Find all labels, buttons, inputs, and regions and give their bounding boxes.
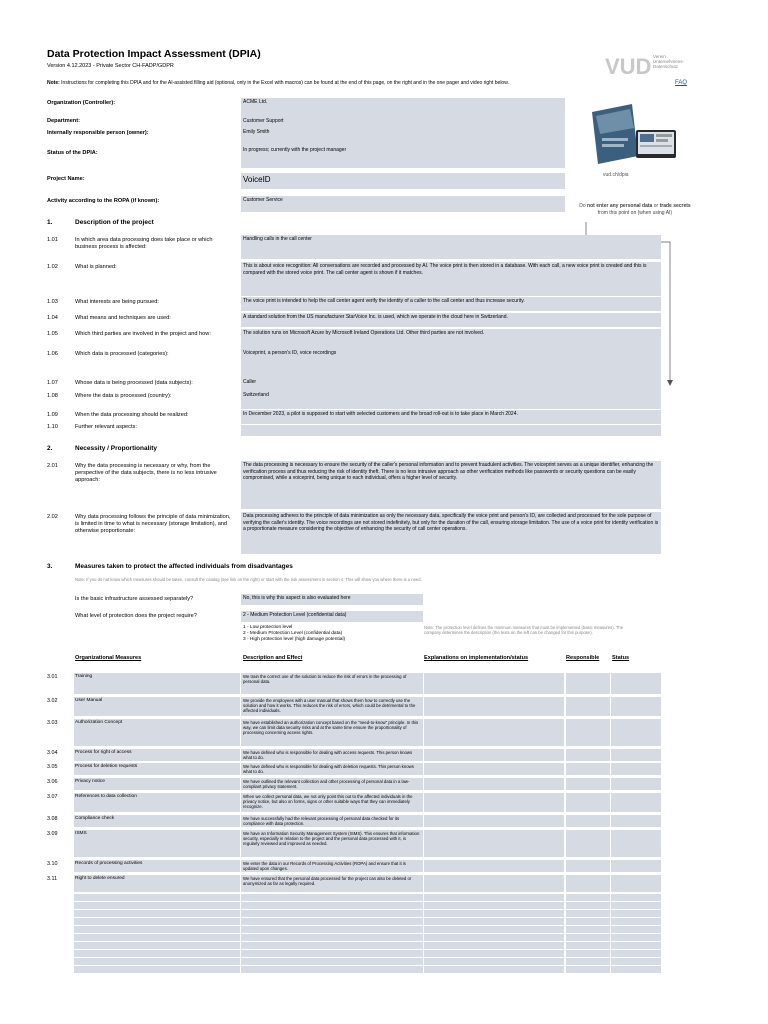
empty-measure-cell[interactable] [241,950,423,957]
measure-name: Authorization Concept [75,720,123,725]
level-option-3: 3 - High protection level (high damage potential) [243,637,346,642]
measure-responsible-cell[interactable] [566,875,610,892]
measure-name: ISMS [75,831,87,836]
q-1-05-num: 1.05 [47,331,58,337]
empty-measure-cell[interactable] [241,934,423,941]
owner-field[interactable]: Emily Smith [241,128,565,146]
measure-number: 3.02 [47,698,58,704]
q-1-06-text: Which data is processed (categories): [75,351,169,357]
measure-desc-cell[interactable]: We have outlined the relevant collection and other processing of personal data in a law-compliant privacy statement. [241,778,423,790]
measure-responsible-cell[interactable] [566,719,610,746]
project-name-label: Project Name: [47,176,85,182]
col-organizational-measures: Organizational Measures [75,655,142,661]
onepager-video-thumbnail[interactable] [586,98,678,168]
answer-1-05[interactable]: The solution runs on Microsoft Azure by Microsoft Ireland Operations Ltd. Other third parties are not involved. [241,329,661,349]
empty-measure-cell[interactable] [424,894,564,901]
empty-measure-cell[interactable] [424,926,564,933]
col-description-effect: Description and Effect [243,655,303,661]
answer-1-02[interactable]: This is about voice recognition: All conversations are recorded and processed by AI. The voice print is then stored in a database. With each call, a new voice print is created and this is compared with the stored voice print. The call center agent is shown if it matches. [241,262,661,296]
section-1-number: 1. [47,219,53,226]
section-3-number: 3. [47,563,53,570]
empty-measure-cell[interactable] [241,942,423,949]
measure-number: 3.04 [47,750,58,756]
measure-explanation-cell[interactable] [424,763,564,775]
q-1-03-text: What interests are being pursued: [75,299,159,305]
q-1-02-num: 1.02 [47,264,58,270]
measure-desc-cell[interactable]: We enter the data in our Records of Processing Activities (ROPA) and ensure that it is updated upon changes. [241,860,423,872]
empty-measure-cell[interactable] [74,950,240,957]
measure-number: 3.06 [47,779,58,785]
q-1-02-text: What is planned: [75,264,117,270]
department-label: Department: [47,118,80,124]
answer-1-07[interactable]: Caller [241,378,661,391]
q-1-07-text: Whose data is being processed (data subjects): [75,380,193,386]
empty-measure-cell[interactable] [241,902,423,909]
empty-measure-cell[interactable] [566,942,610,949]
empty-measure-cell[interactable] [566,926,610,933]
vud-logo [605,52,715,82]
answer-1-01[interactable]: Handling calls in the call center [241,235,661,259]
empty-measure-cell[interactable] [424,918,564,925]
empty-measure-cell[interactable] [611,958,661,965]
page-title: Data Protection Impact Assessment (DPIA) [47,48,261,60]
empty-measure-cell[interactable] [611,918,661,925]
empty-measure-cell[interactable] [566,934,610,941]
empty-measure-cell[interactable] [566,950,610,957]
empty-measure-cell[interactable] [74,942,240,949]
q-2-02-num: 2.02 [47,514,58,520]
measure-desc-cell[interactable]: We train the correct use of the solution to reduce the risk of errors in the processing of personal data. [241,673,423,694]
measure-status-cell[interactable] [611,673,661,694]
logo-line-1: Verein [653,54,666,59]
measure-explanation-cell[interactable] [424,860,564,872]
q-1-01-text: In which area data processing does take place or which business process is affected: [75,237,213,250]
answer-2-01[interactable]: The data processing is necessary to ensure the security of the caller's personal information and to prevent fraudulent activities. The voiceprint serves as a unique identifier, enhancing the verification process and thus reducing the risk of identity theft. There is no less intrusive approach as other verification methods like passwords or security questions can be easily compromised, while a voiceprint, being unique to each individual, offers a higher level of security. [241,461,661,509]
owner-label: Internally responsible person (owner): [47,130,149,136]
empty-measure-cell[interactable] [424,910,564,917]
measure-name: Records of processing activities [75,861,143,866]
measure-responsible-cell[interactable] [566,830,610,857]
empty-measure-cell[interactable] [611,910,661,917]
answer-1-04[interactable]: A standard solution from the US manufacturer StarVoice Inc. is used, which we operate in the cloud here in Switzerland. [241,313,661,327]
measure-explanation-cell[interactable] [424,673,564,694]
answer-1-10[interactable] [241,425,661,436]
q-1-06-num: 1.06 [47,351,58,357]
measure-desc-cell[interactable]: We provide the employees with a user manual that shows them how to correctly use the solution and how it works. This reduces the risk of errors, which could be detrimental to the affected individuals. [241,697,423,716]
empty-measure-cell[interactable] [74,902,240,909]
status-label: Status of the DPIA: [47,150,98,156]
logo-line-3: Datenschutz [653,64,679,70]
q-1-10-text: Further relevant aspects: [75,424,137,430]
infra-select[interactable]: No, this is why this aspect is also evaluated here [241,594,423,605]
section-2-title: Necessity / Proportionality [75,445,157,452]
infra-question: Is the basic infrastructure assessed separately? [75,596,194,602]
q-1-01-num: 1.01 [47,237,58,243]
level-option-1: 1 - Low protection level [243,625,293,630]
answer-2-02[interactable]: Data processing adheres to the principle of data minimization as only the necessary data, specifically the voice print and person's ID, are collected and processed for the sole purpose of verifying the caller's identity. The voice recordings are not stored indefinitely, but only for the duration of the call, ensuring storage limitation. The use of a voice print for identity verification is a proportionate measure considering the objective of enhancing the security of call center operations. [241,512,661,554]
empty-measure-cell[interactable] [566,966,610,973]
vud-dpia-link[interactable]: vud.ch/dpia [603,172,629,178]
measure-name: Training [75,674,93,679]
empty-measure-cell[interactable] [424,902,564,909]
measure-explanation-cell[interactable] [424,697,564,716]
measure-responsible-cell[interactable] [566,860,610,872]
empty-measure-cell[interactable] [74,958,240,965]
organization-label: Organization (Controller): [47,100,116,106]
empty-measure-cell[interactable] [566,902,610,909]
measure-number: 3.11 [47,876,58,882]
col-status: Status [612,655,630,661]
level-question: What level of protection does the project require? [75,613,197,619]
empty-measure-cell[interactable] [74,926,240,933]
measure-desc-cell[interactable]: We have ensured that the personal data processed for the project can also be deleted or anonymized as far as legally required. [241,875,423,892]
measure-name-cell[interactable] [74,673,240,694]
measure-desc-cell[interactable]: We have an Information Security Management System (ISMS). This ensures that information security, especially in relation to the project and the personal data processed with it, is regularly reviewed and improved as needed. [241,830,423,857]
empty-measure-cell[interactable] [424,934,564,941]
empty-measure-cell[interactable] [566,894,610,901]
empty-measure-cell[interactable] [611,926,661,933]
empty-measure-cell[interactable] [241,926,423,933]
measure-desc-cell[interactable]: We have defined who is responsible for dealing with access requests. This person knows what to do. [241,749,423,761]
measure-desc-cell[interactable]: When we collect personal data, we not only point this out to the affected individuals in the privacy notice, but also on forms, signs or other suitable ways that they can immediately recognize. [241,793,423,812]
empty-measure-cell[interactable] [566,918,610,925]
project-name-field[interactable]: VoiceID [241,173,565,189]
answer-1-08[interactable]: Switzerland [241,391,661,409]
measure-status-cell[interactable] [611,793,661,812]
empty-measure-cell[interactable] [611,950,661,957]
measure-number: 3.08 [47,816,58,822]
measure-responsible-cell[interactable] [566,793,610,812]
measure-explanation-cell[interactable] [424,875,564,892]
measure-responsible-cell[interactable] [566,697,610,716]
empty-measure-cell[interactable] [424,942,564,949]
measure-desc-cell[interactable]: We have defined who is responsible for dealing with deletion requests. This person knows what to do. [241,763,423,775]
col-explanations: Explanations on implementation/status [424,655,529,661]
measure-status-cell[interactable] [611,830,661,857]
measure-name: Process for deletion requests [75,764,138,769]
empty-measure-cell[interactable] [241,910,423,917]
note-text: Instructions for completing this DPIA and for the AI-assisted filling aid (optional, only in the Excel with macros) can be found at the end of this page, on the right and in the one pager and video right below. [61,80,509,86]
empty-measure-cell[interactable] [611,966,661,973]
empty-measure-cell[interactable] [611,942,661,949]
answer-1-09[interactable]: In December 2023, a pilot is supposed to start with selected customers and the broad roll-out is to take place in March 2024. [241,410,661,424]
measure-status-cell[interactable] [611,697,661,716]
measure-status-cell[interactable] [611,875,661,892]
q-1-04-num: 1.04 [47,315,58,321]
answer-1-03[interactable]: The voice print is intended to help the call center agent verify the identity of a caller to the call center and thus increase security. [241,297,661,311]
measure-name: Right to delete ensured [75,876,125,881]
measure-desc-cell[interactable]: We have established an authorization concept based on the "need-to-know" principle. In this way, we can limit data security risks and at the same time ensure the proportionality of processing concerning access rights. [241,719,423,746]
measure-number: 3.09 [47,831,58,837]
level-note: Note: The protection level defines the minimum measures that must be implemented (basic measures). The company determines the description (the texts on the left can be changed for this purpose). [424,625,624,636]
empty-measure-cell[interactable] [566,958,610,965]
measure-name-cell[interactable] [74,830,240,857]
department-field[interactable]: Customer Support [241,117,565,128]
instructions-note [47,80,509,86]
empty-measure-cell[interactable] [241,918,423,925]
measure-number: 3.03 [47,720,58,726]
measure-status-cell[interactable] [611,719,661,746]
measure-status-cell[interactable] [611,815,661,827]
q-1-09-num: 1.09 [47,412,58,418]
level-option-2: 2 - Medium Protection Level (confidential data) [243,631,343,636]
empty-measure-cell[interactable] [424,950,564,957]
q-1-04-text: What means and techniques are used: [75,315,171,321]
measure-number: 3.01 [47,674,58,680]
measure-explanation-cell[interactable] [424,815,564,827]
faq-link[interactable]: FAQ [675,80,688,86]
measure-name: Process for right of access [75,750,132,755]
measure-responsible-cell[interactable] [566,778,610,790]
empty-measure-cell[interactable] [566,910,610,917]
empty-measure-cell[interactable] [74,934,240,941]
empty-measure-cell[interactable] [424,958,564,965]
measure-responsible-cell[interactable] [566,763,610,775]
logo-line-2: Unternehmens- [653,59,685,65]
measure-status-cell[interactable] [611,763,661,775]
measure-explanation-cell[interactable] [424,719,564,746]
empty-measure-cell[interactable] [74,918,240,925]
section-3-title: Measures taken to protect the affected individuals from disadvantages [75,563,293,570]
measure-responsible-cell[interactable] [566,749,610,761]
measure-name: Privacy notice [75,779,105,784]
empty-measure-cell[interactable] [611,894,661,901]
empty-measure-cell[interactable] [241,894,423,901]
empty-measure-cell[interactable] [241,958,423,965]
empty-measure-cell[interactable] [74,910,240,917]
activity-field[interactable]: Customer Service [241,196,565,212]
measure-name: References to data collection [75,794,137,799]
measure-status-cell[interactable] [611,749,661,761]
q-1-09-text: When the data processing should be realized: [75,412,189,418]
measure-status-cell[interactable] [611,778,661,790]
answer-1-06[interactable]: Voiceprint, a person's ID, voice recordings [241,349,661,379]
empty-measure-cell[interactable] [611,902,661,909]
q-1-08-text: Where the data is processed (country): [75,393,172,399]
col-responsible: Responsible [566,655,600,661]
section-3-note: Note: If you do not know which measures should be taken, consult the catalog (see link on the right) or start with the risk assessment in section 4. This will show you where there is a need. [75,577,422,582]
q-1-07-num: 1.07 [47,380,58,386]
q-2-01-num: 2.01 [47,463,58,469]
measure-name: Compliance check [75,816,115,821]
measure-explanation-cell[interactable] [424,749,564,761]
section-1-title: Description of the project [75,219,154,226]
measure-responsible-cell[interactable] [566,673,610,694]
q-1-10-num: 1.10 [47,424,58,430]
logo-letters: VUD [605,54,652,79]
section-2-number: 2. [47,445,53,452]
measure-number: 3.07 [47,794,58,800]
q-2-01-text: Why the data processing is necessary or why, from the perspective of the data subjects, there is no less intrusive approach: [75,463,217,483]
empty-measure-cell[interactable] [74,894,240,901]
ai-warning-note: Do not enter any personal data or trade secrets from this point on (when using AI) [579,203,691,216]
level-select[interactable]: 2 - Medium Protection Level (confidential data) [241,611,423,622]
measure-explanation-cell[interactable] [424,793,564,812]
empty-measure-cell[interactable] [611,934,661,941]
measure-status-cell[interactable] [611,860,661,872]
empty-measure-cell[interactable] [241,966,423,973]
q-2-02-text: Why data processing follows the principle of data minimization, is limited in time to what is necessary (storage limitation), and otherwise proportionate: [75,514,231,534]
level-options [243,625,345,643]
measure-responsible-cell[interactable] [566,815,610,827]
organization-field[interactable]: ACME Ltd. [241,98,565,117]
q-1-05-text: Which third parties are involved in the project and how: [75,331,211,337]
status-field[interactable]: In progress; currently with the project manager [241,146,565,168]
measure-explanation-cell[interactable] [424,778,564,790]
empty-measure-cell[interactable] [424,966,564,973]
measure-number: 3.10 [47,861,58,867]
measure-desc-cell[interactable]: We have successfully had the relevant processing of personal data checked for its compliance with data protection. [241,815,423,827]
measure-number: 3.05 [47,764,58,770]
q-1-08-num: 1.08 [47,393,58,399]
q-1-03-num: 1.03 [47,299,58,305]
measure-explanation-cell[interactable] [424,830,564,857]
measure-name: User Manual [75,698,103,703]
note-label: Note: [47,80,60,86]
empty-measure-cell[interactable] [74,966,240,973]
version-text: Version 4.12.2023 - Private Sector CH-FADP/GDPR [47,63,174,69]
activity-label: Activity according to the ROPA (if known): [47,198,160,204]
